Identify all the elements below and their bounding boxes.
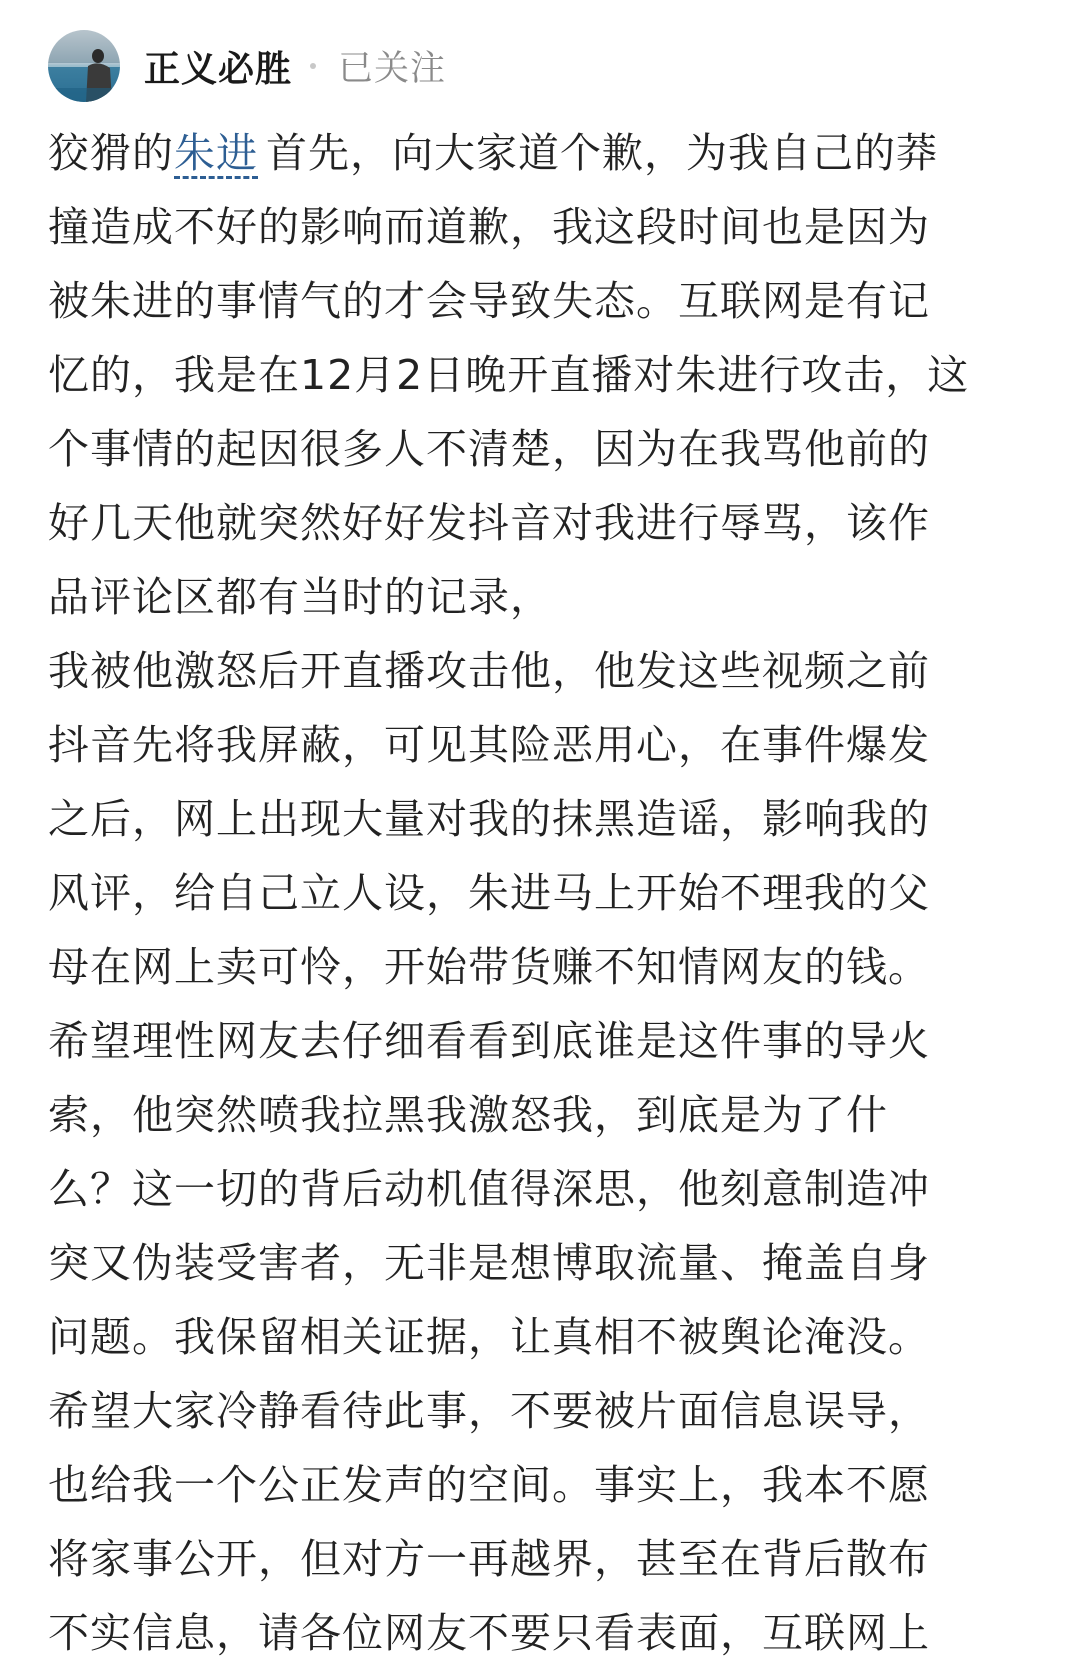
post-line: 忆的，我是在12月2日晚开直播对朱进行攻击，这 xyxy=(48,351,970,399)
separator-dot xyxy=(310,63,316,69)
post-line: 么？这一切的背后动机值得深思，他刻意制造冲 xyxy=(48,1165,930,1213)
post-line: 母在网上卖可怜，开始带货赚不知情网友的钱。 xyxy=(48,943,930,991)
post-line: 希望大家冷静看待此事，不要被片面信息误导， xyxy=(48,1387,930,1435)
post-header xyxy=(48,30,446,102)
post-line-prefix: 狡猾的 xyxy=(48,129,174,177)
avatar[interactable] xyxy=(48,30,120,102)
post-body xyxy=(48,116,1038,1670)
post-line: 个事情的起因很多人不清楚，因为在我骂他前的 xyxy=(48,425,930,473)
post-line: 风评，给自己立人设，朱进马上开始不理我的父 xyxy=(48,869,930,917)
post-line-suffix: 首先，向大家道个歉，为我自己的莽 xyxy=(266,129,938,177)
post-line: 好几天他就突然好好发抖音对我进行辱骂，该作 xyxy=(48,499,930,547)
user-name[interactable]: 正义必胜 xyxy=(144,48,293,90)
post-line: 问题。我保留相关证据，让真相不被舆论淹没。 xyxy=(48,1313,930,1361)
avatar-image xyxy=(48,30,120,102)
post-line: 被朱进的事情气的才会导致失态。互联网是有记 xyxy=(48,277,930,325)
mention-link[interactable]: 朱进 xyxy=(174,129,258,177)
post-line: 抖音先将我屏蔽，可见其险恶用心，在事件爆发 xyxy=(48,721,930,769)
post-line: 撞造成不好的影响而道歉，我这段时间也是因为 xyxy=(48,203,930,251)
post-line: 将家事公开，但对方一再越界，甚至在背后散布 xyxy=(48,1535,930,1583)
post-line: 突又伪装受害者，无非是想博取流量、掩盖自身 xyxy=(48,1239,930,1287)
post-line: 不实信息，请各位网友不要只看表面，互联网上 xyxy=(48,1609,930,1657)
post-line: 品评论区都有当时的记录， xyxy=(48,573,552,621)
post-line: 也给我一个公正发声的空间。事实上，我本不愿 xyxy=(48,1461,930,1509)
follow-status[interactable]: 已关注 xyxy=(338,49,447,89)
post-line: 希望理性网友去仔细看看到底谁是这件事的导火 xyxy=(48,1017,930,1065)
post-line xyxy=(48,116,1038,190)
post-line: 索，他突然喷我拉黑我激怒我，到底是为了什 xyxy=(48,1091,888,1139)
post-line: 之后，网上出现大量对我的抹黑造谣，影响我的 xyxy=(48,795,930,843)
post-line: 我被他激怒后开直播攻击他，他发这些视频之前 xyxy=(48,647,930,695)
